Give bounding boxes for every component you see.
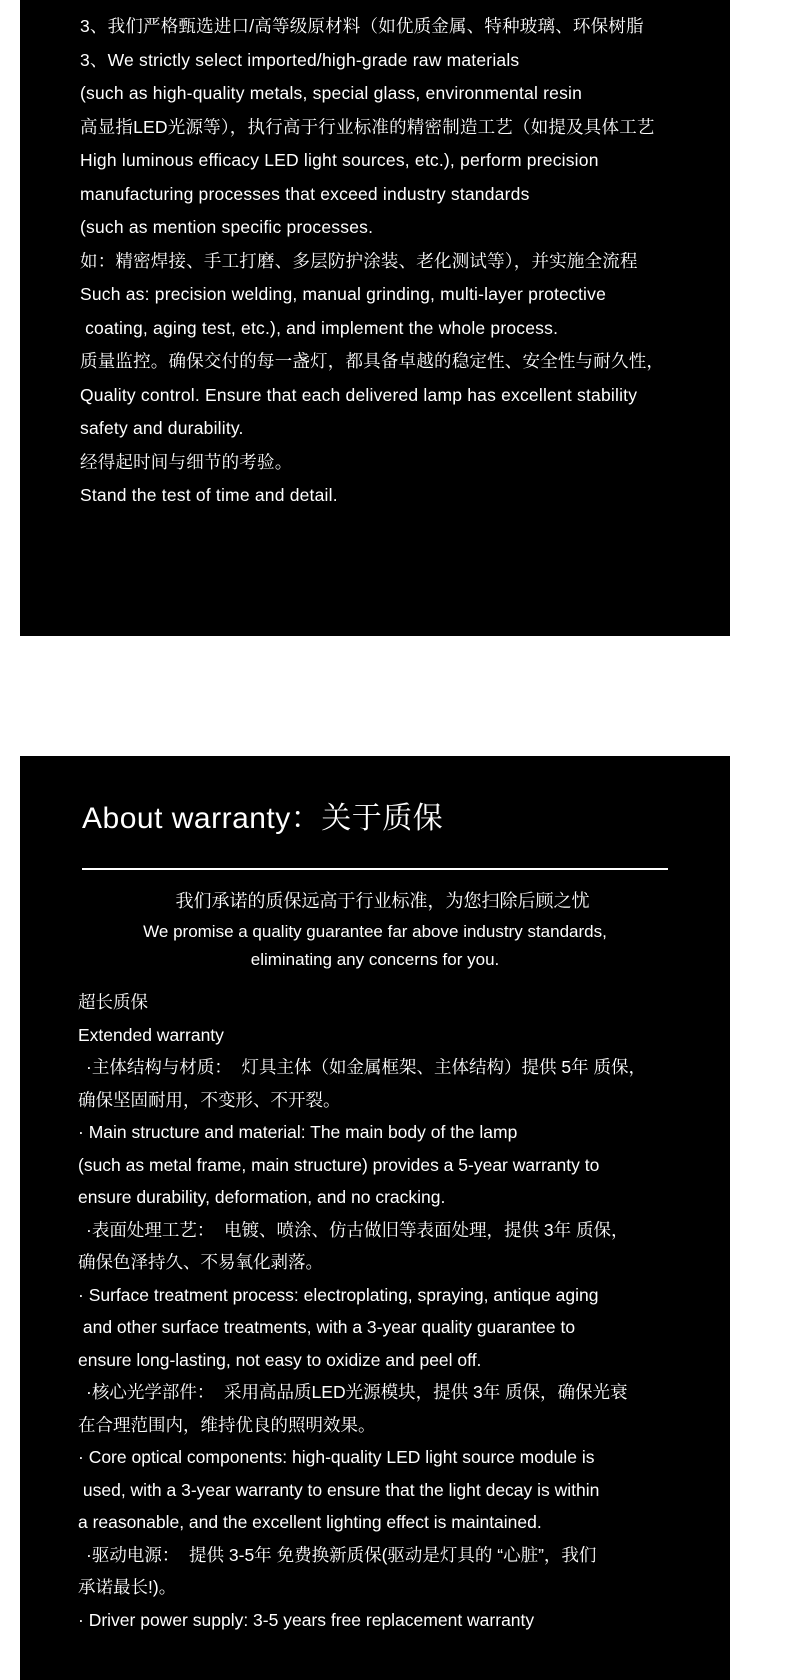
warranty-line: 确保坚固耐用，不变形、不开裂。 [78, 1089, 341, 1110]
materials-line: 3、我们严格甄选进口/高等级原材料（如优质金属、特种玻璃、环保树脂 [80, 16, 644, 36]
materials-lines [20, 10, 730, 513]
warranty-title: About warranty：关于质保 [82, 802, 444, 836]
warranty-line: used, with a 3-year warranty to ensure that the light decay is within [78, 1479, 600, 1500]
warranty-line: · Surface treatment process: electroplating, spraying, antique aging [78, 1284, 599, 1305]
warranty-line: ensure durability, deformation, and no cracking. [78, 1187, 446, 1208]
materials-line: manufacturing processes that exceed industry standards [80, 183, 530, 204]
warranty-promise-en-line2: eliminating any concerns for you. [250, 950, 500, 970]
materials-panel [20, 0, 730, 636]
warranty-line: (such as metal frame, main structure) provides a 5-year warranty to [78, 1154, 600, 1175]
materials-line: (such as high-quality metals, special glass, environmental resin [80, 83, 583, 103]
materials-line: safety and durability. [80, 418, 244, 438]
materials-line: High luminous efficacy LED light sources, etc.), perform precision [80, 150, 599, 170]
warranty-line: 确保色泽持久、不易氧化剥落。 [78, 1252, 323, 1273]
warranty-line: ·核心光学部件： 采用高品质LED光源模块，提供 3年 质保，确保光衰 [86, 1382, 628, 1403]
materials-line: Stand the test of time and detail. [80, 485, 338, 505]
warranty-panel [20, 756, 730, 1680]
materials-line: 经得起时间与细节的考验。 [80, 451, 293, 472]
materials-line: 3、We strictly select imported/high-grade raw materials [80, 49, 520, 70]
warranty-line: 超长质保 [78, 992, 148, 1013]
warranty-line: and other surface treatments, with a 3-year quality guarantee to [78, 1317, 576, 1338]
warranty-promise-en-line1: We promise a quality guarantee far above industry standards, [143, 922, 607, 942]
warranty-line: 承诺最长!)。 [78, 1577, 177, 1598]
warranty-line: a reasonable, and the excellent lighting effect is maintained. [78, 1512, 542, 1533]
warranty-line: 在合理范围内，维持优良的照明效果。 [78, 1414, 376, 1435]
materials-line: coating, aging test, etc.), and implement the whole process. [80, 317, 559, 338]
warranty-line: · Driver power supply: 3-5 years free replacement warranty [78, 1609, 535, 1630]
warranty-line: ·主体结构与材质： 灯具主体（如金属框架、主体结构）提供 5年 质保， [86, 1057, 647, 1078]
warranty-line: ensure long-lasting, not easy to oxidize and peel off. [78, 1349, 482, 1370]
warranty-line: · Main structure and material: The main body of the lamp [78, 1122, 518, 1143]
warranty-line: Extended warranty [78, 1024, 224, 1045]
materials-line: 如：精密焊接、手工打磨、多层防护涂装、老化测试等），并实施全流程 [80, 250, 638, 271]
warranty-body [20, 986, 730, 1636]
materials-line: Quality control. Ensure that each delivered lamp has excellent stability [80, 384, 638, 405]
materials-line: (such as mention specific processes. [80, 217, 374, 237]
materials-line: 高显指LED光源等），执行高于行业标准的精密制造工艺（如提及具体工艺 [80, 116, 655, 137]
warranty-line: · Core optical components: high-quality LED light source module is [78, 1447, 595, 1468]
warranty-line: ·驱动电源： 提供 3-5年 免费换新质保(驱动是灯具的 “心脏”，我们 [86, 1544, 597, 1565]
warranty-promise-cn: 我们承诺的质保远高于行业标准，为您扫除后顾之忧 [175, 891, 590, 912]
warranty-line: ·表面处理工艺： 电镀、喷涂、仿古做旧等表面处理，提供 3年 质保， [86, 1219, 629, 1240]
materials-line: Such as: precision welding, manual grinding, multi-layer protective [80, 284, 607, 304]
materials-line: 质量监控。确保交付的每一盏灯，都具备卓越的稳定性、安全性与耐久性， [80, 351, 665, 371]
